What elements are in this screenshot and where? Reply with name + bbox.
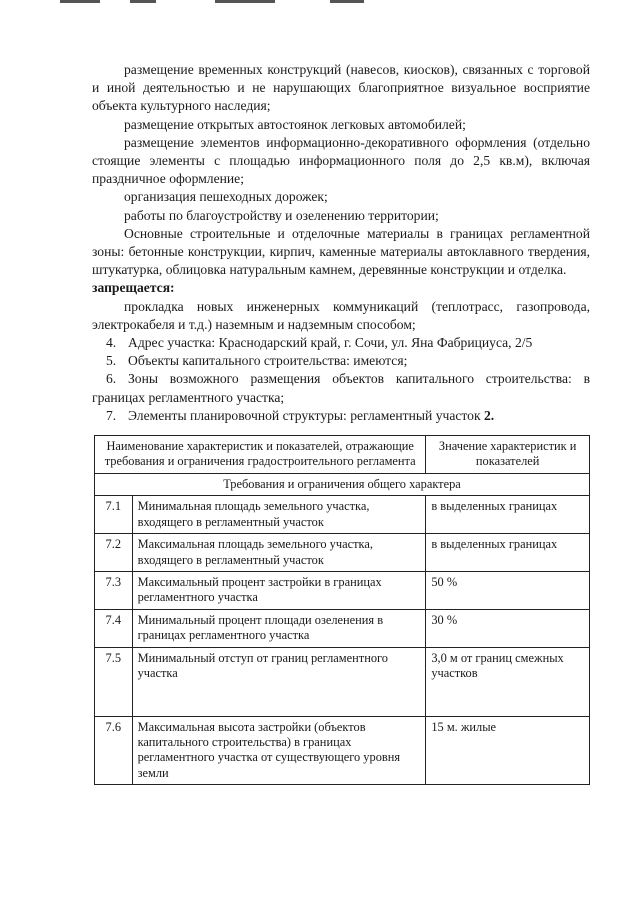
document-body — [92, 61, 590, 785]
table-row — [95, 571, 590, 609]
numbered-item-4 — [92, 334, 590, 352]
regulation-table — [94, 435, 590, 785]
item-number: 6. — [106, 371, 117, 387]
paragraph-temporary-structures: размещение временных конструкций (навесов, киосков), связанных с торговой и иной деятельностью и не нарушающих благоприятное визуальное восприятие объекта культурного наследия; — [92, 62, 590, 114]
table-header-row — [95, 436, 590, 474]
scan-artifact-mark — [215, 0, 275, 3]
item-number: 5. — [106, 353, 117, 369]
item-text: Объекты капитального строительства: имеются; — [128, 353, 408, 369]
row-name: Максимальный процент застройки в границах регламентного участка — [132, 571, 426, 609]
numbered-item-6 — [92, 370, 590, 406]
table-row — [95, 496, 590, 534]
paragraph-materials: Основные строительные и отделочные материалы в границах регламентной зоны: бетонные конструкции, кирпич, каменные материалы автоклавного твердения, штукатурка, облицовка натуральным камнем, деревянные конструкции и отделка. — [92, 225, 590, 278]
row-number: 7.2 — [95, 534, 133, 572]
item-text: Элементы планировочной структуры: регламентный участок — [128, 407, 484, 423]
item-number: 7. — [106, 407, 117, 423]
numbered-item-5 — [92, 352, 590, 370]
paragraph-landscaping: работы по благоустройству и озеленению территории; — [124, 207, 439, 223]
numbered-item-7 — [92, 407, 590, 425]
paragraph-pedestrian-paths: организация пешеходных дорожек; — [124, 189, 328, 205]
row-value: 50 % — [426, 571, 590, 609]
paragraph-parking: размещение открытых автостоянок легковых автомобилей; — [124, 116, 466, 132]
scan-artifact-mark — [330, 0, 364, 3]
table-row — [95, 647, 590, 716]
scan-artifact-mark — [60, 0, 100, 3]
row-value: 30 % — [426, 609, 590, 647]
table-row — [95, 716, 590, 785]
group-title: Требования и ограничения общего характера — [95, 473, 590, 495]
row-number: 7.5 — [95, 647, 133, 716]
row-value: 3,0 м от границ смежных участков — [426, 647, 590, 716]
row-name: Минимальная площадь земельного участка, входящего в регламентный участок — [132, 496, 426, 534]
item-number: 4. — [106, 335, 117, 351]
row-value: в выделенных границах — [426, 496, 590, 534]
row-name: Минимальный отступ от границ регламентного участка — [132, 647, 426, 716]
table-row — [95, 534, 590, 572]
row-number: 7.6 — [95, 716, 133, 785]
item-bold-number: 2. — [483, 407, 495, 423]
item-text: Зоны возможного размещения объектов капитального строительства: в границах регламентного участка; — [92, 371, 590, 405]
row-value: в выделенных границах — [426, 534, 590, 572]
row-name: Максимальная высота застройки (объектов капитального строительства) в границах регламентного участка от существующего уровня земли — [132, 716, 426, 785]
table-row — [95, 609, 590, 647]
header-characteristics: Наименование характеристик и показателей, отражающие требования и ограничения градостроительного регламента — [95, 436, 426, 474]
header-values: Значение характеристик и показателей — [426, 436, 590, 474]
row-number: 7.1 — [95, 496, 133, 534]
row-value: 15 м. жилые — [426, 716, 590, 785]
item-text: Адрес участка: Краснодарский край, г. Сочи, ул. Яна Фабрициуса, 2/5 — [128, 335, 533, 351]
forbidden-heading: запрещается: — [92, 280, 175, 296]
table-group-row — [95, 473, 590, 495]
paragraph-utilities: прокладка новых инженерных коммуникаций (теплотрасс, газопровода, электрокабеля и т.д.) наземным и надземным способом; — [92, 298, 590, 332]
scan-artifact-mark — [130, 0, 156, 3]
row-name: Минимальный процент площади озеленения в границах регламентного участка — [132, 609, 426, 647]
row-name: Максимальная площадь земельного участка, входящего в регламентный участок — [132, 534, 426, 572]
row-number: 7.3 — [95, 571, 133, 609]
paragraph-info-decor: размещение элементов информационно-декоративного оформления (отдельно стоящие элементы с площадью информационного поля до 2,5 кв.м), включая праздничное оформление; — [92, 134, 590, 187]
row-number: 7.4 — [95, 609, 133, 647]
